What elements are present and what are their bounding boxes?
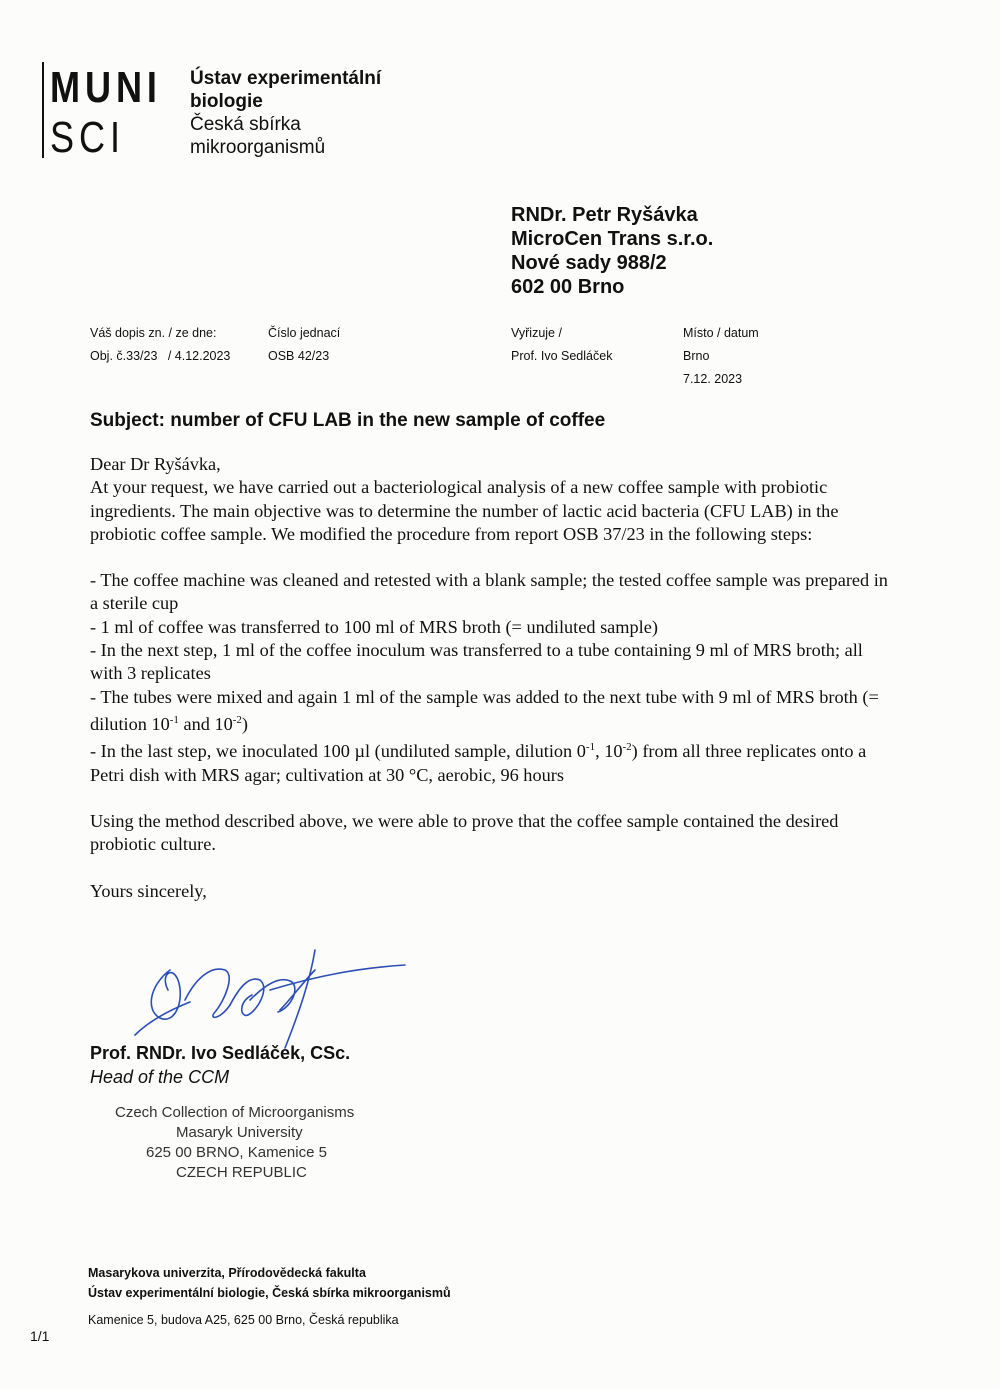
handwritten-signature [130, 940, 410, 1050]
muni-sci-logo [42, 62, 162, 162]
handled-by-label: Vyřizuje / [511, 326, 562, 340]
institute-line2: biologie [190, 91, 263, 112]
step-3: - In the next step, 1 ml of the coffee inoculum was transferred to a tube containing 9 ml of MRS broth; all with 3 replicates [90, 640, 863, 684]
conclusion-paragraph: Using the method described above, we were able to prove that the coffee sample contained the desired probiotic culture. [90, 811, 839, 855]
collection-line1: Česká sbírka [190, 114, 301, 135]
step-5: - In the last step, we inoculated 100 µl (undiluted sample, dilution $0^{-1}$, $10^{-2}$) from all three replicates onto a Petri dish with MRS agar; cultivation at 30 °C, aerobic, 96 hours [90, 741, 867, 785]
stamp-line2: Masaryk University [176, 1124, 303, 1141]
your-reference [90, 325, 230, 364]
reference-number [268, 325, 340, 364]
place-date [683, 325, 759, 387]
step-1: - The coffee machine was cleaned and retested with a blank sample; the tested coffee sample was prepared in a sterile cup [90, 570, 888, 614]
recipient-city: 602 00 Brno [511, 276, 625, 298]
institute-name [190, 67, 381, 113]
logo-row-muni: MUNI [50, 63, 162, 112]
stamp-line4: CZECH REPUBLIC [176, 1164, 307, 1181]
letter-body [90, 453, 890, 903]
date-value: 7.12. 2023 [683, 372, 743, 386]
footer-line3: Kamenice 5, budova A25, 625 00 Brno, Česká republika [88, 1313, 399, 1327]
step-4: - The tubes were mixed and again 1 ml of the sample was added to the next tube with 9 ml of MRS broth (= dilution $10^{-1}$ and $10^{-2}$) [90, 686, 879, 735]
institute-line1: Ústav experimentální [190, 68, 382, 89]
collection-line2: mikroorganismů [190, 137, 326, 158]
collection-name [190, 113, 325, 159]
footer-line2: Ústav experimentální biologie, Česká sbírka mikroorganismů [88, 1286, 451, 1300]
your-ref-label: Váš dopis zn. / ze dne: [90, 326, 217, 340]
intro-paragraph: At your request, we have carried out a bacteriological analysis of a new coffee sample with probiotic ingredients. The main objective was to determine the number of lactic acid bacteria (CFU LAB) in the probiotic coffee sample. We modified the procedure from report OSB 37/23 in the following steps: [90, 477, 839, 544]
ref-no-value: OSB 42/23 [268, 349, 330, 363]
place-value: Brno [683, 349, 710, 363]
your-ref-value: Obj. č.33/23 / 4.12.2023 [90, 349, 231, 363]
stamp-line1: Czech Collection of Microorganisms [115, 1104, 355, 1121]
recipient-street: Nové sady 988/2 [511, 252, 667, 274]
footer-line1: Masarykova univerzita, Přírodovědecká fakulta [88, 1266, 366, 1280]
logo-bar [42, 62, 44, 158]
page-number: 1/1 [30, 1328, 50, 1344]
step-2: - 1 ml of coffee was transferred to 100 ml of MRS broth (= undiluted sample) [90, 616, 658, 637]
closing: Yours sincerely, [90, 880, 207, 901]
signatory-name: Prof. RNDr. Ivo Sedláček, CSc. [90, 1043, 351, 1063]
signatory-title: Head of the CCM [90, 1067, 230, 1087]
stamp-line3: 625 00 BRNO, Kamenice 5 [146, 1144, 327, 1161]
handled-by-value: Prof. Ivo Sedláček [511, 349, 613, 363]
salutation: Dear Dr Ryšávka, [90, 454, 221, 474]
ref-no-label: Číslo jednací [268, 326, 341, 340]
recipient-address [511, 203, 713, 299]
recipient-company: MicroCen Trans s.r.o. [511, 228, 714, 250]
logo-row-sci: SCI [50, 113, 125, 162]
place-date-label: Místo / datum [683, 326, 759, 340]
letter-subject: Subject: number of CFU LAB in the new sample of coffee [90, 410, 606, 431]
handled-by [511, 325, 612, 364]
recipient-name: RNDr. Petr Ryšávka [511, 204, 698, 226]
